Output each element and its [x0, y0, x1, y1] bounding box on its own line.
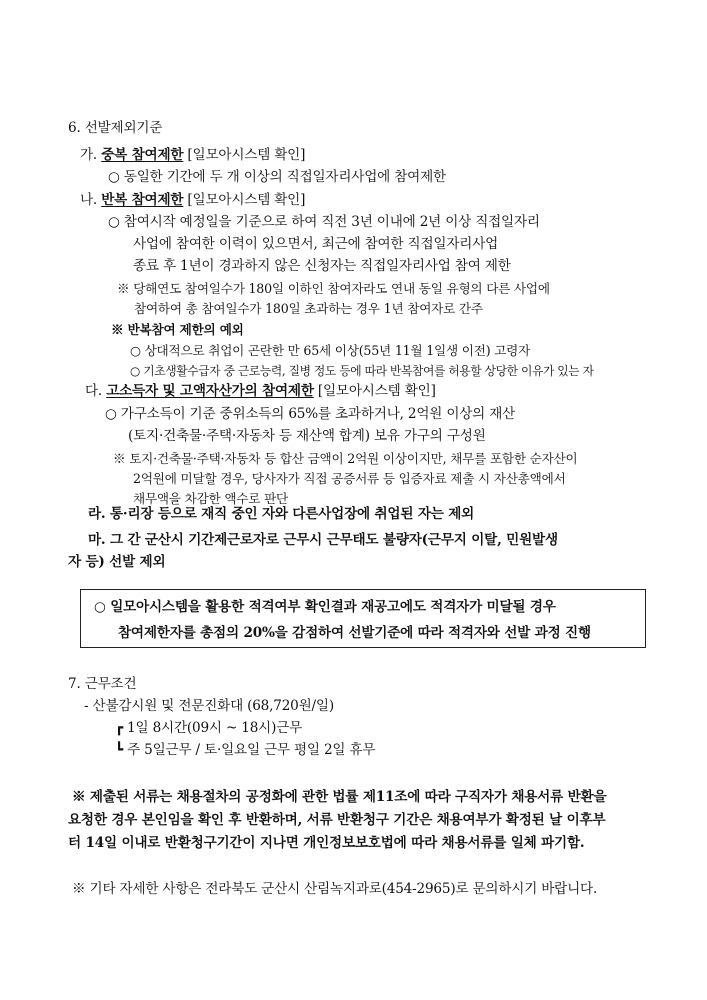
item-na-tail: [일모아시스템 확인] — [183, 192, 306, 208]
item-da-prefix: 다. — [85, 383, 107, 399]
item-na-text-1: ○ 참여시작 예정일을 기준으로 하여 직전 3년 이내에 2년 이상 직접일자리 — [108, 214, 540, 230]
item-ga-bold: 중복 참여제한 — [101, 147, 184, 163]
item-ga-prefix: 가. — [80, 147, 102, 163]
item-da-bold: 고소득자 및 고액자산가의 참여제한 — [106, 383, 314, 399]
work-hours: ┏ 1일 8시간(09시 ~ 18시)근무 — [115, 720, 303, 736]
section-7-title: 7. 근무조건 — [68, 676, 137, 692]
item-na-note-1: ※ 당해연도 참여일수가 180일 이하인 참여자라도 연내 동일 유형의 다른 사업에 — [117, 281, 550, 296]
item-ma-text-2: 자 등) 선발 제외 — [68, 554, 166, 570]
item-na-exception-1: ○ 상대적으로 취업이 곤란한 만 65세 이상(55년 11월 1일생 이전) 고령자 — [130, 343, 531, 358]
contact-text: ※ 기타 자세한 사항은 전라북도 군산시 산림녹지과로(454-2965)로 문의하시기 바랍니다. — [72, 881, 598, 897]
work-item: - 산불감시원 및 전문진화대 (68,720원/일) — [84, 698, 334, 714]
item-da-text-2: (토지·건축물·주택·자동차 등 재산액 합계) 보유 가구의 구성원 — [128, 428, 486, 444]
item-da-note-3: 채무액을 차감한 액수로 판단 — [133, 491, 288, 506]
item-na-note-2: 참여하여 총 참여일수가 180일 초과하는 경우 1년 참여자로 간주 — [134, 301, 483, 316]
item-ma-text-1: 마. 그 간 군산시 기간제근로자로 근무시 근무태도 불량자(근무지 이탈, 민원발생 — [88, 532, 558, 548]
item-na-text-2: 사업에 참여한 이력이 있으면서, 최근에 참여한 직접일자리사업 — [133, 236, 499, 252]
item-na-text-3: 종료 후 1년이 경과하지 않은 신청자는 직접일자리사업 참여 제한 — [133, 258, 511, 274]
item-da-note-1: ※ 토지·건축물·주택·자동차 등 합산 금액이 2억원 이상이지만, 채무를 포함한 순자산이 — [113, 451, 578, 466]
item-da-note-2: 2억원에 미달할 경우, 당사자가 직접 공증서류 등 입증자료 제출 시 자산총액에서 — [133, 471, 566, 486]
item-da-tail: [일모아시스템 확인] — [313, 383, 436, 399]
item-ga-text: ○ 동일한 기간에 두 개 이상의 직접일자리사업에 참여제한 — [108, 169, 446, 185]
notice-box-text-2: 참여제한자를 총점의 20%을 감점하여 선발기준에 따라 적격자와 선발 과정 진행 — [118, 625, 591, 641]
item-da-heading — [85, 381, 436, 401]
notice-paragraph-2: 요청한 경우 본인임을 확인 후 반환하며, 서류 반환청구 기간은 채용여부가 확정된 날 이후부 — [68, 812, 606, 828]
notice-paragraph-3: 터 14일 이내로 반환청구기간이 지나면 개인정보보호법에 따라 채용서류를 일체 파기함. — [68, 835, 585, 851]
item-na-exception-title: ※ 반복참여 제한의 예외 — [111, 322, 244, 337]
item-ra-text: 라. 통·리장 등으로 재직 중인 자와 다른사업장에 취업된 자는 제외 — [88, 506, 475, 522]
item-na-prefix: 나. — [80, 192, 102, 208]
item-na-exception-2: ○ 기초생활수급자 중 근로능력, 질병 정도 등에 따라 반복참여를 허용할 상당한 이유가 있는 자 — [130, 364, 594, 378]
item-na-bold: 반복 참여제한 — [101, 192, 184, 208]
work-days: ┗ 주 5일근무 / 토·일요일 근무 평일 2일 휴무 — [115, 742, 376, 758]
item-ga-heading — [80, 145, 305, 165]
notice-paragraph-1: ※ 제출된 서류는 채용절차의 공정화에 관한 법률 제11조에 따라 구직자가 채용서류 반환을 — [72, 789, 607, 805]
item-da-text-1: ○ 가구소득이 기준 중위소득의 65%를 초과하거나, 2억원 이상의 재산 — [105, 406, 516, 422]
notice-box-text-1: ○ 일모아시스템을 활용한 적격여부 확인결과 재공고에도 적격자가 미달될 경우 — [94, 599, 556, 615]
section-6-title: 6. 선발제외기준 — [68, 120, 163, 136]
item-ga-tail: [일모아시스템 확인] — [183, 147, 306, 163]
item-na-heading — [80, 190, 305, 210]
